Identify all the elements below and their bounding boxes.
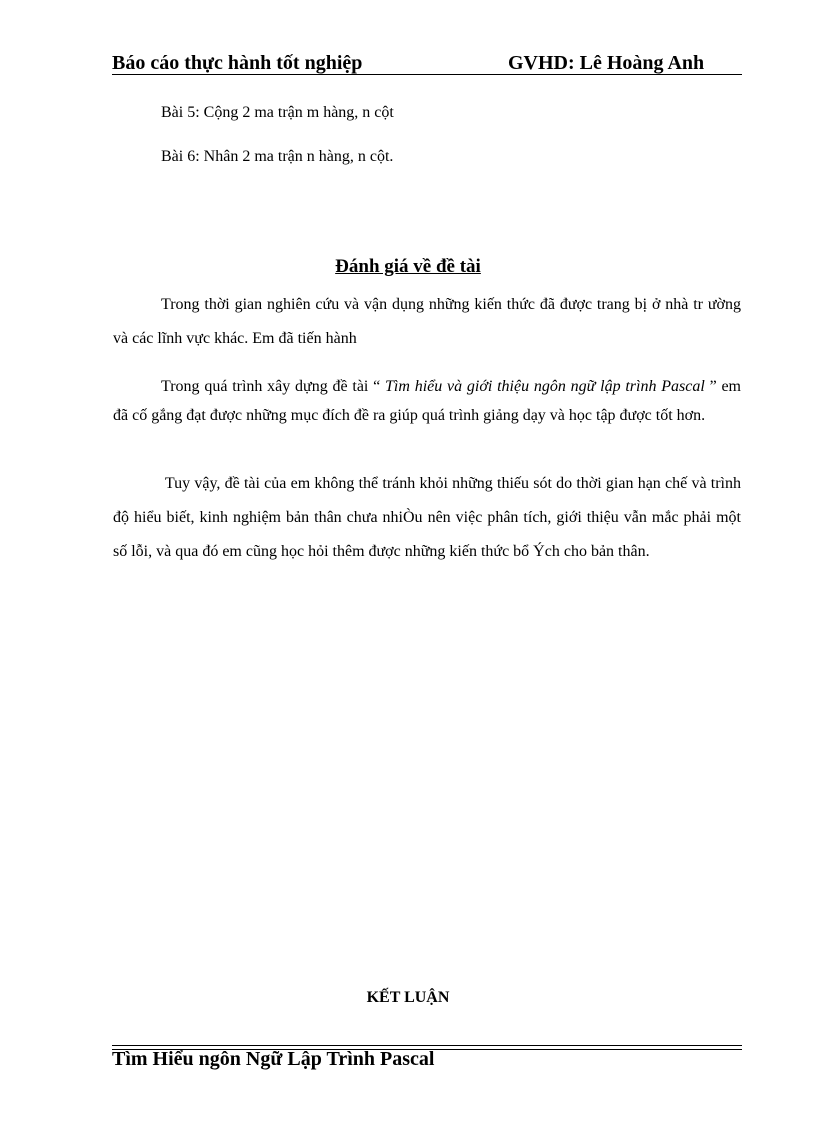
paragraph-3 xyxy=(113,467,741,569)
project-title-italic: Tìm hiểu và giới thiệu ngôn ngữ lập trình Pascal xyxy=(380,378,705,395)
header-rule xyxy=(112,74,742,75)
paragraph-2 xyxy=(113,372,741,430)
header-report-title: Báo cáo thực hành tốt nghiệp xyxy=(112,52,363,74)
paragraph-2-lead: Trong quá trình xây dựng đề tài “ xyxy=(161,378,381,395)
exercise-5: Bài 5: Cộng 2 ma trận m hàng, n cột xyxy=(161,104,394,121)
page-footer: Tìm Hiểu ngôn Ngữ Lập Trình Pascal xyxy=(112,1048,435,1070)
paragraph-1-text: Trong thời gian nghiên cứu và vận dụng những kiến thức đã được trang bị ở nhà tr ường và các lĩnh vực khác. Em đã tiến hành xyxy=(113,296,741,347)
exercise-6: Bài 6: Nhân 2 ma trận n hàng, n cột. xyxy=(161,148,394,165)
footer-rule-top xyxy=(112,1045,742,1046)
paragraph-1 xyxy=(113,288,741,356)
section-title xyxy=(0,256,816,278)
conclusion-heading: KẾT LUẬN xyxy=(366,989,450,1006)
paragraph-3-text: Tuy vậy, đề tài của em không thể tránh khỏi những thiếu sót do thời gian hạn chế và trình độ hiểu biết, kinh nghiệm bản thân chưa nhiÒu nên việc phân tích, giới thiệu vẫn mắc phải một số lỗi, và qua đó em cũng học hỏi thêm được những kiến thức bổ Ých cho bản thân. xyxy=(113,475,741,560)
section-title-text: Đánh giá về đề tài xyxy=(335,256,481,277)
paragraph-2-rest: ” em đã cố gắng đạt được những mục đích đề ra giúp quá trình giảng dạy và học tập được tốt hơn. xyxy=(113,378,741,424)
header-supervisor: GVHD: Lê Hoàng Anh xyxy=(508,52,705,74)
